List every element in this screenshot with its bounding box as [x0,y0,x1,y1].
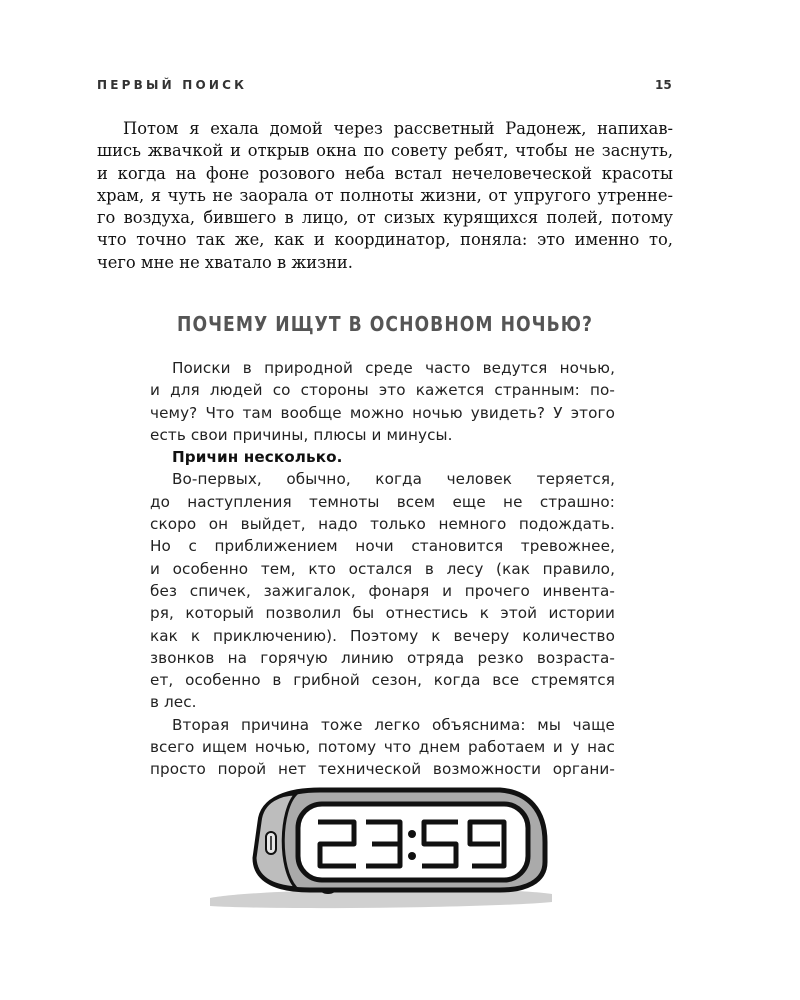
text-line: чего мне не хватало в жизни. [97,252,353,272]
alarm-clock-icon [200,770,560,930]
text-line: и особенно тем, кто остался в лесу (как правило, [150,559,615,578]
text-line: как к приключению). Поэтому к вечеру количество [150,626,615,645]
text-line: до наступления темноты всем еще не страшно: [150,492,615,511]
section-heading: ПОЧЕМУ ИЩУТ В ОСНОВНОМ НОЧЬЮ? [177,312,593,336]
text-line: храм, я чуть не заорала от полноты жизни, от упругого утренне- [97,185,673,205]
text-line: чему? Что там вообще можно ночью увидеть? У этого [150,403,615,422]
text-line: Но с приближением ночи становится тревожнее, [150,537,615,556]
page-number: 15 [655,78,672,92]
text-line: Вторая причина тоже легко объяснима: мы чаще [172,715,615,734]
text-line: шись жвачкой и открыв окна по совету ребят, чтобы не заснуть, [97,141,673,161]
text-line: и для людей со стороны это кажется странным: по- [150,381,615,400]
text-line: есть свои причины, плюсы и минусы. [150,425,453,444]
text-line: скоро он выйдет, надо только немного подождать. [150,515,615,534]
text-line: ет, особенно в грибной сезон, когда все стремятся [150,671,615,690]
running-head: ПЕРВЫЙ ПОИСК [97,78,248,92]
alarm-clock-illustration [200,770,560,930]
text-line: Поиски в природной среде часто ведутся ночью, [172,359,615,377]
text-line: ря, который позволил бы отнестись к этой истории [150,604,615,623]
text-line: всего ищем ночью, потому что днем работаем и у нас [150,738,615,757]
section-body [150,357,615,781]
bold-lead: Причин несколько. [172,448,343,467]
text-line: без спичек, зажигалок, фонаря и прочего инвента- [150,581,615,600]
text-line: в лес. [150,693,197,712]
text-line: Во-первых, обычно, когда человек теряется, [172,470,615,489]
intro-paragraph [97,118,673,274]
text-line: что точно так же, как и координатор, поняла: это именно то, [97,230,673,250]
text-line: просто порой нет технической возможности органи- [150,760,615,779]
text-line: го воздуха, бившего в лицо, от сизых курящихся полей, потому [97,208,673,228]
text-line: звонков на горячую линию отряда резко возраста- [150,648,615,667]
text-line: и когда на фоне розового неба встал нечеловеческой красоты [97,163,673,183]
text-line: Потом я ехала домой через рассветный Радонеж, напихав- [123,119,673,138]
